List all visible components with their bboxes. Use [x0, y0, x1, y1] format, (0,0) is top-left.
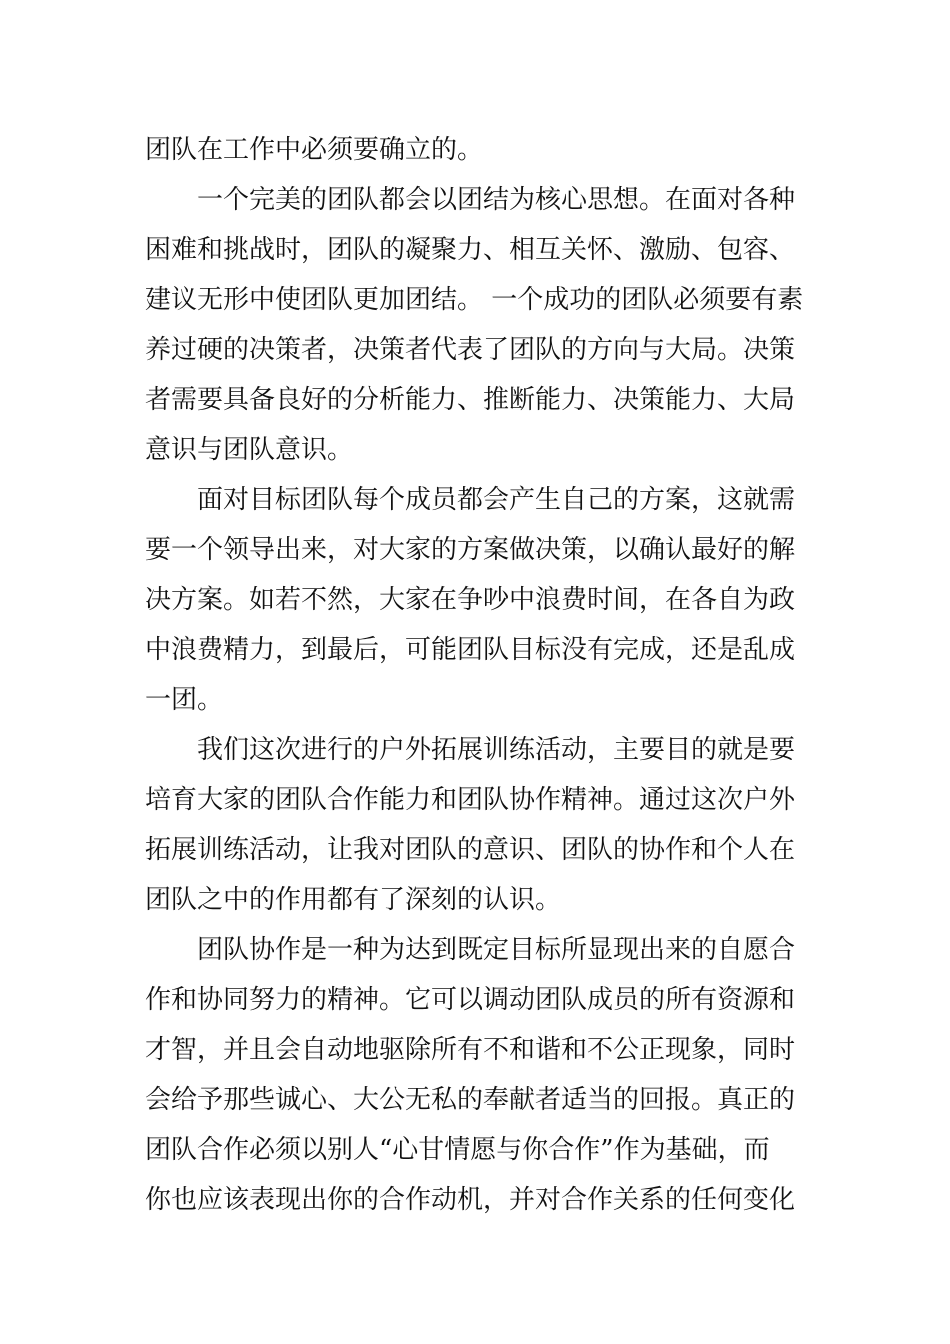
- text-line: [0, 528, 950, 572]
- text-line-content: 中浪费精力，到最后，可能团队目标没有完成，还是乱成: [145, 635, 796, 665]
- text-line-content: 团队在工作中必须要确立的。: [145, 135, 484, 165]
- text-line-content: 面对目标团队每个成员都会产生自己的方案，这就需: [197, 485, 796, 515]
- text-line: [0, 1178, 950, 1222]
- text-line: [0, 1078, 950, 1122]
- text-line: [0, 778, 950, 822]
- text-line: [0, 328, 950, 372]
- text-line: [0, 678, 950, 722]
- text-line-content: 决方案。如若不然，大家在争吵中浪费时间，在各自为政: [145, 585, 796, 615]
- text-line-content: 者需要具备良好的分析能力、推断能力、决策能力、大局: [145, 385, 796, 415]
- text-line: [0, 228, 950, 272]
- text-line-content: 团队协作是一种为达到既定目标所显现出来的自愿合: [197, 935, 796, 965]
- text-line: [0, 1028, 950, 1072]
- text-line-content: 才智，并且会自动地驱除所有不和谐和不公正现象，同时: [145, 1035, 796, 1065]
- text-line-content: 会给予那些诚心、大公无私的奉献者适当的回报。真正的: [145, 1085, 796, 1115]
- text-line-content: 团队之中的作用都有了深刻的认识。: [145, 885, 562, 915]
- paragraph-first-line: [0, 178, 950, 222]
- paragraph-first-line: [0, 478, 950, 522]
- text-line: [0, 578, 950, 622]
- text-line-content: 要一个领导出来，对大家的方案做决策，以确认最好的解: [145, 535, 796, 565]
- text-line-content: 意识与团队意识。: [145, 435, 354, 465]
- text-line: [0, 628, 950, 672]
- text-line-content: 我们这次进行的户外拓展训练活动，主要目的就是要: [197, 735, 796, 765]
- text-line: [0, 878, 950, 922]
- text-line-content: 困难和挑战时，团队的凝聚力、相互关怀、激励、包容、: [145, 235, 796, 265]
- text-line-content: 一团。: [145, 685, 224, 715]
- text-line-content: 拓展训练活动，让我对团队的意识、团队的协作和个人在: [145, 835, 796, 865]
- text-line: [0, 278, 950, 322]
- text-line-content: 团队合作必须以别人“心甘情愿与你合作”作为基础，而: [145, 1135, 770, 1165]
- text-line: [0, 1128, 950, 1172]
- text-line: [0, 428, 950, 472]
- paragraph-first-line: [0, 928, 950, 972]
- text-line: [0, 978, 950, 1022]
- text-line-content: 培育大家的团队合作能力和团队协作精神。通过这次户外: [145, 785, 796, 815]
- paragraph-first-line: [0, 728, 950, 772]
- text-line-content: 建议无形中使团队更加团结。 一个成功的团队必须要有素: [145, 285, 804, 315]
- text-line-content: 一个完美的团队都会以团结为核心思想。在面对各种: [197, 185, 796, 215]
- text-line: [0, 378, 950, 422]
- text-line-content: 你也应该表现出你的合作动机，并对合作关系的任何变化: [145, 1185, 796, 1215]
- text-line-content: 作和协同努力的精神。它可以调动团队成员的所有资源和: [145, 985, 796, 1015]
- text-line-content: 养过硬的决策者，决策者代表了团队的方向与大局。决策: [145, 335, 796, 365]
- text-line: [0, 828, 950, 872]
- text-line: [0, 128, 950, 172]
